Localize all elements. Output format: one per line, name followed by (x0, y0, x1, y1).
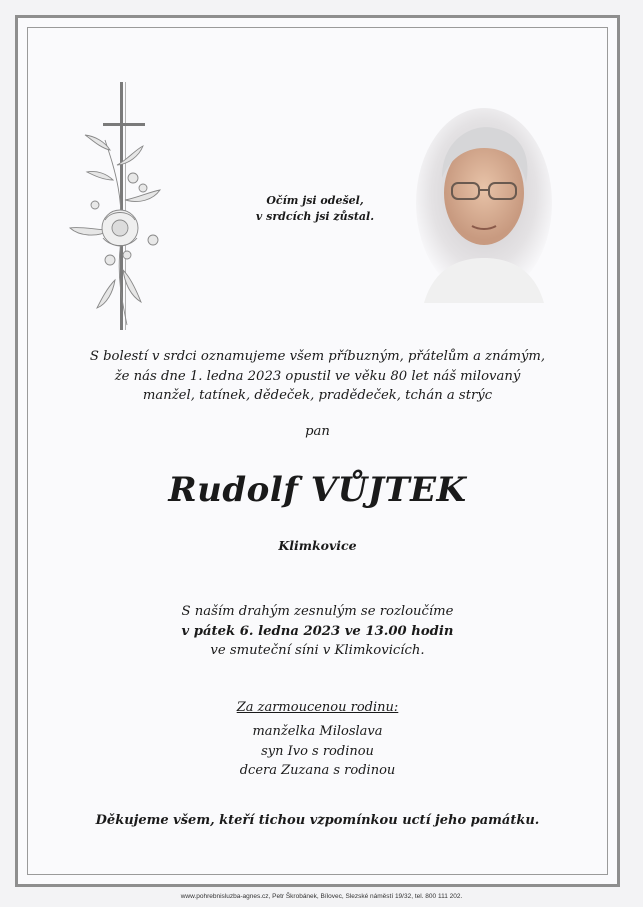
funeral-service-footer: www.pohrebnisluzba-agnes.cz, Petr Škrobánek, Bílovec, Slezské náměstí 19/32, tel. 800 111 202. (180, 893, 463, 900)
farewell-line: S naším drahým zesnulým se rozloučíme (181, 604, 454, 619)
portrait-photo (414, 108, 554, 303)
motto-verse (240, 193, 390, 225)
salutation: pan (305, 424, 330, 439)
motto-line: v srdcích jsi zůstal. (255, 210, 375, 223)
family-member: syn Ivo s rodinou (261, 743, 374, 759)
deceased-name: Rudolf VŮJTEK (168, 470, 467, 510)
thanks-line: Děkujeme všem, kteří tichou vzpomínkou uctí jeho památku. (95, 813, 540, 828)
cross-with-flowers-illustration (65, 80, 170, 335)
family-member: manželka Miloslava (252, 724, 383, 739)
family-member: dcera Zuzana s rodinou (239, 763, 396, 778)
deceased-town: Klimkovice (278, 538, 357, 553)
announcement-line: S bolestí v srdci oznamujeme všem příbuzným, přátelům a známým, (89, 349, 546, 364)
announcement-line: manžel, tatínek, dědeček, pradědeček, tchán a strýc (142, 388, 493, 403)
motto-line: Očím jsi odešel, (266, 194, 364, 207)
farewell-info (30, 602, 605, 661)
farewell-location: ve smuteční síni v Klimkovicích. (210, 643, 425, 658)
announcement-line: že nás dne 1. ledna 2023 opustil ve věku 80 let náš milovaný (114, 368, 521, 384)
announcement-text (30, 347, 605, 406)
farewell-date: v pátek 6. ledna 2023 ve 13.00 hodin (181, 623, 454, 639)
family-list (30, 722, 605, 781)
family-heading: Za zarmoucenou rodinu: (236, 700, 399, 715)
